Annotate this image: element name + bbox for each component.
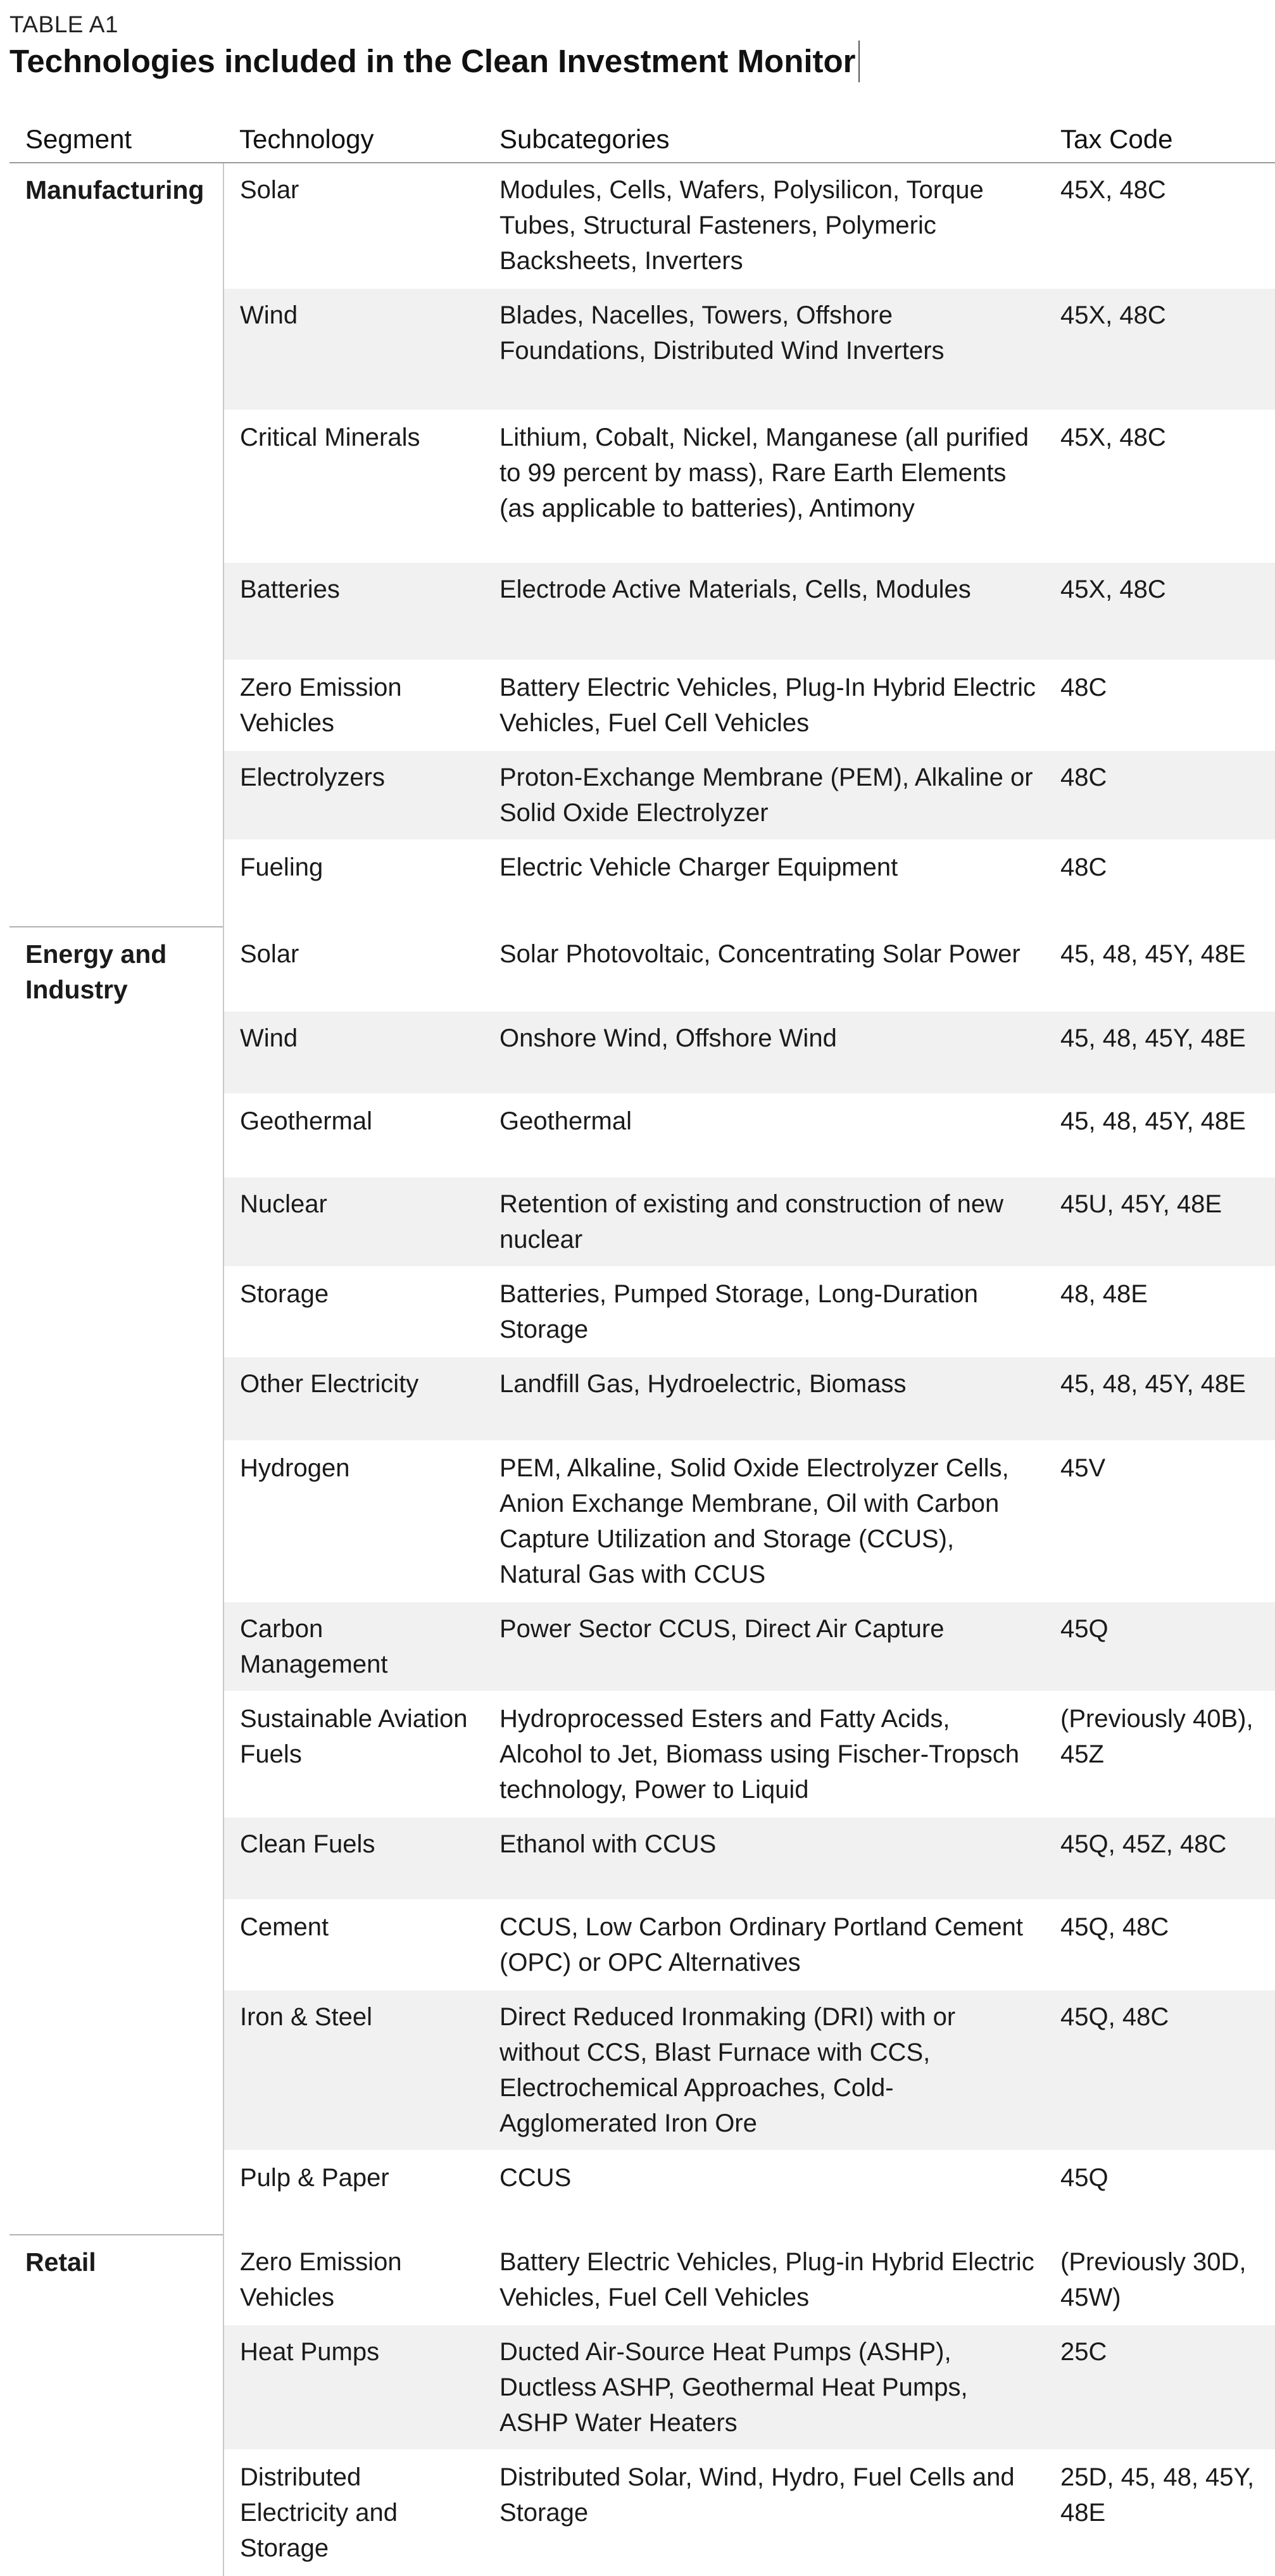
technology-cell: Batteries xyxy=(223,562,484,660)
subcategories-cell: Battery Electric Vehicles, Plug-In Hybrid Electric Vehicles, Fuel Cell Vehicles xyxy=(484,660,1045,750)
subcategories-cell: Geothermal xyxy=(484,1094,1045,1177)
subcategories-cell: Power Sector CCUS, Direct Air Capture xyxy=(484,1602,1045,1692)
subcategories-cell: PEM, Alkaline, Solid Oxide Electrolyzer Cells, Anion Exchange Membrane, Oil with Carbon Capture Utilization and Storage (CCUS), Natural Gas with CCUS xyxy=(484,1441,1045,1602)
tax-code-cell: 48C xyxy=(1045,660,1275,750)
header-tax-code: Tax Code xyxy=(1045,111,1275,163)
tax-code-cell: 25D, 45, 48, 45Y, 48E xyxy=(1045,2450,1275,2575)
table-body xyxy=(9,163,1275,2575)
subcategories-cell: Proton-Exchange Membrane (PEM), Alkaline or Solid Oxide Electrolyzer xyxy=(484,750,1045,840)
technology-cell: Iron & Steel xyxy=(223,1990,484,2151)
technology-cell: Wind xyxy=(223,288,484,410)
tax-code-cell: 25C xyxy=(1045,2325,1275,2450)
subcategories-cell: Ducted Air-Source Heat Pumps (ASHP), Ductless ASHP, Geothermal Heat Pumps, ASHP Water Heaters xyxy=(484,2325,1045,2450)
tax-code-cell: 48C xyxy=(1045,840,1275,927)
tax-code-cell: 45Q, 48C xyxy=(1045,1900,1275,1990)
segment-cell: Energy and Industry xyxy=(9,927,223,2235)
subcategories-cell: Solar Photovoltaic, Concentrating Solar Power xyxy=(484,927,1045,1011)
tax-code-cell: 45V xyxy=(1045,1441,1275,1602)
tax-code-cell: 45U, 45Y, 48E xyxy=(1045,1177,1275,1267)
technology-cell: Zero Emission Vehicles xyxy=(223,2235,484,2325)
technology-cell: Storage xyxy=(223,1267,484,1357)
subcategories-cell: Electrode Active Materials, Cells, Modules xyxy=(484,562,1045,660)
technology-cell: Pulp & Paper xyxy=(223,2151,484,2235)
technology-cell: Fueling xyxy=(223,840,484,927)
table-label: TABLE A1 xyxy=(9,11,118,37)
technology-cell: Cement xyxy=(223,1900,484,1990)
header-technology: Technology xyxy=(223,111,484,163)
technology-cell: Wind xyxy=(223,1011,484,1094)
technology-cell: Zero Emission Vehicles xyxy=(223,660,484,750)
segment-cell: Manufacturing xyxy=(9,163,223,927)
tax-code-cell: 48, 48E xyxy=(1045,1267,1275,1357)
header-row xyxy=(9,111,1275,163)
technology-table xyxy=(9,111,1275,2576)
subcategories-cell: Distributed Solar, Wind, Hydro, Fuel Cells and Storage xyxy=(484,2450,1045,2575)
subcategories-cell: Direct Reduced Ironmaking (DRI) with or without CCS, Blast Furnace with CCS, Electrochemical Approaches, Cold-Agglomerated Iron Ore xyxy=(484,1990,1045,2151)
tax-code-cell: 45Q, 45Z, 48C xyxy=(1045,1817,1275,1900)
subcategories-cell: Landfill Gas, Hydroelectric, Biomass xyxy=(484,1357,1045,1441)
tax-code-cell: 45X, 48C xyxy=(1045,288,1275,410)
subcategories-cell: Modules, Cells, Wafers, Polysilicon, Torque Tubes, Structural Fasteners, Polymeric Backsheets, Inverters xyxy=(484,163,1045,288)
tax-code-cell: 45Q xyxy=(1045,1602,1275,1692)
subcategories-cell: Onshore Wind, Offshore Wind xyxy=(484,1011,1045,1094)
tax-code-cell: 45X, 48C xyxy=(1045,163,1275,288)
technology-cell: Nuclear xyxy=(223,1177,484,1267)
tax-code-cell: 45X, 48C xyxy=(1045,562,1275,660)
technology-cell: Sustainable Aviation Fuels xyxy=(223,1692,484,1817)
tax-code-cell: 45X, 48C xyxy=(1045,410,1275,562)
subcategories-cell: Blades, Nacelles, Towers, Offshore Foundations, Distributed Wind Inverters xyxy=(484,288,1045,410)
table-row xyxy=(9,927,1275,1011)
table-row xyxy=(9,163,1275,288)
subcategories-cell: CCUS, Low Carbon Ordinary Portland Cement (OPC) or OPC Alternatives xyxy=(484,1900,1045,1990)
technology-cell: Electrolyzers xyxy=(223,750,484,840)
subcategories-cell: CCUS xyxy=(484,2151,1045,2235)
subcategories-cell: Retention of existing and construction of new nuclear xyxy=(484,1177,1045,1267)
subcategories-cell: Batteries, Pumped Storage, Long-Duration Storage xyxy=(484,1267,1045,1357)
tax-code-cell: 45Q, 48C xyxy=(1045,1990,1275,2151)
tax-code-cell: 45, 48, 45Y, 48E xyxy=(1045,1094,1275,1177)
technology-cell: Other Electricity xyxy=(223,1357,484,1441)
technology-cell: Heat Pumps xyxy=(223,2325,484,2450)
technology-cell: Hydrogen xyxy=(223,1441,484,1602)
technology-cell: Solar xyxy=(223,163,484,288)
table-title: Technologies included in the Clean Investment Monitor xyxy=(9,41,860,82)
tax-code-cell: 45, 48, 45Y, 48E xyxy=(1045,1011,1275,1094)
technology-cell: Distributed Electricity and Storage xyxy=(223,2450,484,2575)
technology-cell: Critical Minerals xyxy=(223,410,484,562)
subcategories-cell: Hydroprocessed Esters and Fatty Acids, Alcohol to Jet, Biomass using Fischer-Tropsch technology, Power to Liquid xyxy=(484,1692,1045,1817)
technology-cell: Solar xyxy=(223,927,484,1011)
subcategories-cell: Lithium, Cobalt, Nickel, Manganese (all purified to 99 percent by mass), Rare Earth Elements (as applicable to batteries), Antimony xyxy=(484,410,1045,562)
subcategories-cell: Electric Vehicle Charger Equipment xyxy=(484,840,1045,927)
tax-code-cell: 45, 48, 45Y, 48E xyxy=(1045,1357,1275,1441)
technology-cell: Clean Fuels xyxy=(223,1817,484,1900)
tax-code-cell: 45, 48, 45Y, 48E xyxy=(1045,927,1275,1011)
table-row xyxy=(9,2235,1275,2325)
header-subcategories: Subcategories xyxy=(484,111,1045,163)
header-segment: Segment xyxy=(9,111,223,163)
technology-cell: Geothermal xyxy=(223,1094,484,1177)
tax-code-cell: 48C xyxy=(1045,750,1275,840)
tax-code-cell: (Previously 30D, 45W) xyxy=(1045,2235,1275,2325)
subcategories-cell: Ethanol with CCUS xyxy=(484,1817,1045,1900)
tax-code-cell: (Previously 40B), 45Z xyxy=(1045,1692,1275,1817)
segment-cell: Retail xyxy=(9,2235,223,2575)
technology-cell: Carbon Management xyxy=(223,1602,484,1692)
tax-code-cell: 45Q xyxy=(1045,2151,1275,2235)
subcategories-cell: Battery Electric Vehicles, Plug-in Hybrid Electric Vehicles, Fuel Cell Vehicles xyxy=(484,2235,1045,2325)
